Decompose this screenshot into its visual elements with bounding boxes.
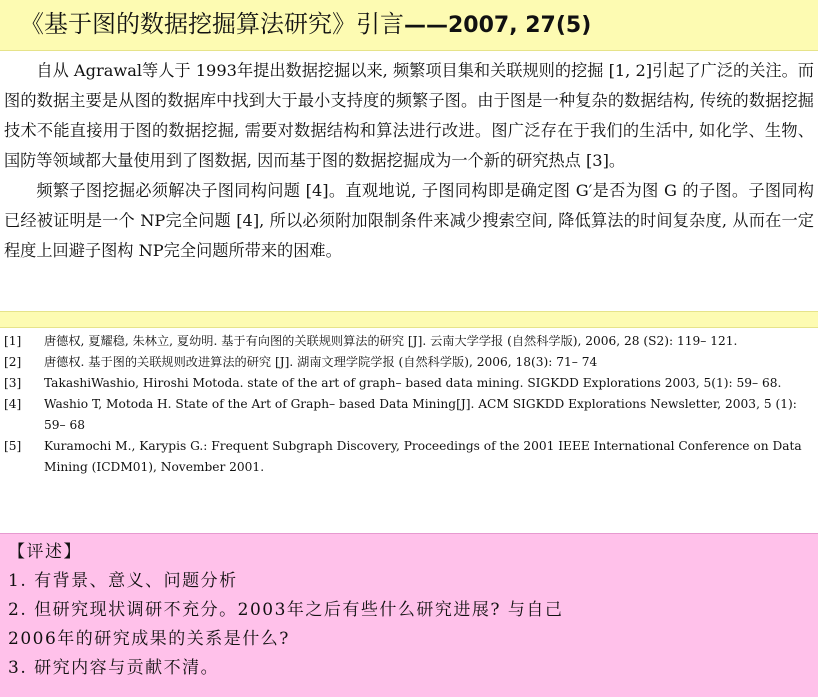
reference-item (4, 394, 816, 436)
review-line: 2. 但研究现状调研不充分。2003年之后有些什么研究进展? 与自己 (8, 600, 564, 620)
reference-number: [1] (4, 334, 22, 348)
reference-item (4, 373, 816, 394)
reference-text: Washio T, Motoda H. State of the Art of Graph– based Data Mining[J]. ACM SIGKDD Explorations Newsletter, 2003, 5 (1): 59– 68 (44, 397, 797, 432)
paper-citation: ——2007, 27(5) (404, 13, 592, 38)
reference-list (4, 331, 816, 478)
reference-item (4, 352, 816, 373)
divider-band (0, 311, 818, 328)
intro-paragraph: 频繁子图挖掘必须解决子图同构问题 [4]。直观地说, 子图同构即是确定图 G′是否为图 G 的子图。子图同构已经被证明是一个 NP完全问题 [4], 所以必须附加限制条件来减少搜索空间, 降低算法的时间复杂度, 从而在一定程度上回避子图构 NP完全问题所带来的困难。 (4, 181, 814, 260)
slide-title (20, 7, 591, 43)
reference-number: [5] (4, 439, 22, 453)
reference-number: [3] (4, 376, 22, 390)
reference-item (4, 331, 816, 352)
review-heading: 【评述】 (8, 542, 82, 562)
reference-text: TakashiWashio, Hiroshi Motoda. state of the art of graph– based data mining. SIGKDD Explorations 2003, 5(1): 59– 68. (44, 376, 782, 390)
reference-text: Kuramochi M., Karypis G.: Frequent Subgraph Discovery, Proceedings of the 2001 IEEE International Conference on Data Mining (ICDM01), November 2001. (44, 439, 802, 474)
review-box (0, 533, 818, 697)
paper-title: 《基于图的数据挖掘算法研究》引言 (20, 10, 404, 38)
reference-number: [4] (4, 397, 22, 411)
review-line: 3. 研究内容与贡献不清。 (8, 658, 220, 678)
introduction-text (4, 56, 814, 266)
reference-text: 唐德权, 夏耀稳, 朱林立, 夏幼明. 基于有向图的关联规则算法的研究 [J]. 云南大学学报 (自然科学版), 2006, 28 (S2): 119– 121. (44, 334, 738, 348)
title-bar (0, 0, 818, 51)
review-line: 2006年的研究成果的关系是什么? (8, 629, 290, 649)
reference-text: 唐德权. 基于图的关联规则改进算法的研究 [J]. 湖南文理学院学报 (自然科学版), 2006, 18(3): 71– 74 (44, 355, 598, 369)
intro-paragraph: 自从 Agrawal等人于 1993年提出数据挖掘以来, 频繁项目集和关联规则的挖掘 [1, 2]引起了广泛的关注。而图的数据主要是从图的数据库中找到大于最小支持度的频繁子图。由于图是一种复杂的数据结构, 传统的数据挖掘技术不能直接用于图的数据挖掘, 需要对数据结构和算法进行改进。图广泛存在于我们的生活中, 如化学、生物、国防等领域都大量使用到了图数据, 因而基于图的数据挖掘成为一个新的研究热点 [3]。 (4, 61, 814, 170)
review-line: 1. 有背景、意义、问题分析 (8, 571, 238, 591)
reference-number: [2] (4, 355, 22, 369)
reference-item (4, 436, 816, 478)
